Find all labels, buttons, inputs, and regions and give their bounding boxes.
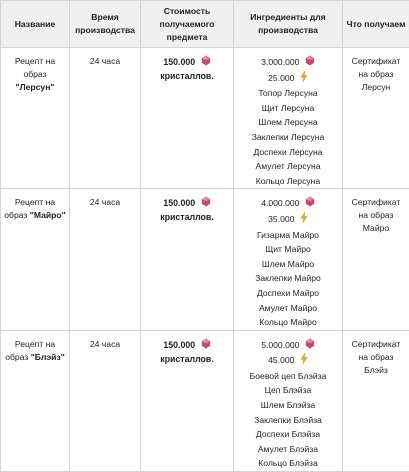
energy-amount: 35.000 (268, 214, 294, 224)
header-result: Что получаем (343, 1, 409, 48)
recipe-name: "Блэйз" (31, 352, 65, 362)
cost-unit: кристаллов. (144, 211, 230, 224)
cost-cell (141, 330, 234, 471)
ingredient-item: Щит Лерсуна (237, 101, 339, 116)
ingredient-item: Гизарма Майро (237, 228, 339, 243)
ingredient-item: Шлем Майро (237, 257, 339, 272)
recipe-name: "Майро" (30, 210, 66, 220)
header-ingredients: Ингредиенты для производства (234, 1, 343, 48)
ingredient-item: Амулет Лерсуна (237, 159, 339, 174)
header-cost: Стоимость получаемого предмета (141, 1, 234, 48)
ingredient-item: Доспехи Лерсуна (237, 145, 339, 160)
cost-value: 150.000 (163, 197, 195, 210)
header-name: Название (1, 1, 70, 48)
ingredient-item: Заклепки Блэйза (237, 413, 339, 428)
energy-amount: 45.000 (268, 355, 294, 365)
recipe-name-prefix: Рецепт на образ (5, 339, 55, 362)
crystal-amount: 4.000.000 (261, 198, 299, 208)
ingredient-item: Кольцо Блэйза (237, 456, 339, 471)
lightning-bolt-icon (300, 212, 308, 228)
table-header-row (1, 1, 409, 48)
ingredient-item: Доспехи Блэйза (237, 427, 339, 442)
ingredients-cell (234, 330, 343, 471)
crystal-icon (305, 338, 315, 354)
table-row (1, 48, 409, 189)
ingredient-item: Амулет Блэйза (237, 442, 339, 457)
crystal-icon (201, 196, 211, 211)
lightning-bolt-icon (300, 353, 308, 369)
cost-unit: кристаллов. (144, 70, 230, 83)
ingredient-item: Цеп Блэйза (237, 383, 339, 398)
ingredients-cell (234, 189, 343, 330)
ingredient-item: Боевой цеп Блэйза (237, 369, 339, 384)
cost-cell (141, 189, 234, 330)
recipe-name-prefix: Рецепт на образ (4, 55, 66, 81)
production-time-cell: 24 часа (70, 189, 141, 330)
cost-value: 150.000 (163, 339, 195, 352)
cost-value: 150.000 (163, 56, 195, 69)
ingredient-item: Шлем Блэйза (237, 398, 339, 413)
result-cell: Сертификат на образ Блэйз (343, 330, 409, 471)
recipe-name-prefix: Рецепт на образ (4, 197, 55, 220)
crystal-icon (305, 196, 315, 212)
crystal-amount: 3.000.000 (261, 57, 299, 67)
recipe-name-cell (1, 330, 70, 471)
energy-amount: 25.000 (268, 73, 294, 83)
crystal-amount: 5.000.000 (261, 340, 299, 350)
table-row (1, 189, 409, 330)
ingredient-item: Шлем Лерсуна (237, 115, 339, 130)
ingredients-cell (234, 48, 343, 189)
crystal-icon (201, 55, 211, 70)
lightning-bolt-icon (300, 71, 308, 87)
cost-unit: кристаллов. (144, 353, 230, 366)
ingredient-item: Топор Лерсуна (237, 86, 339, 101)
cost-cell (141, 48, 234, 189)
recipe-name: "Лерсун" (16, 82, 55, 92)
production-time-cell: 24 часа (70, 48, 141, 189)
ingredient-item: Доспехи Майро (237, 286, 339, 301)
result-cell: Сертификат на образ Лерсун (343, 48, 409, 189)
ingredient-item: Амулет Майро (237, 301, 339, 316)
ingredient-item: Кольцо Майро (237, 315, 339, 330)
ingredient-item: Заклепки Майро (237, 271, 339, 286)
result-cell: Сертификат на образ Майро (343, 189, 409, 330)
table-row (1, 330, 409, 471)
crystal-icon (305, 55, 315, 71)
production-time-cell: 24 часа (70, 330, 141, 471)
ingredient-item: Заклепки Лерсуна (237, 130, 339, 145)
ingredient-item: Кольцо Лерсуна (237, 174, 339, 189)
crystal-icon (201, 338, 211, 353)
header-time: Время производства (70, 1, 141, 48)
recipe-name-cell (1, 189, 70, 330)
ingredient-item: Щит Майро (237, 242, 339, 257)
recipe-name-cell (1, 48, 70, 189)
